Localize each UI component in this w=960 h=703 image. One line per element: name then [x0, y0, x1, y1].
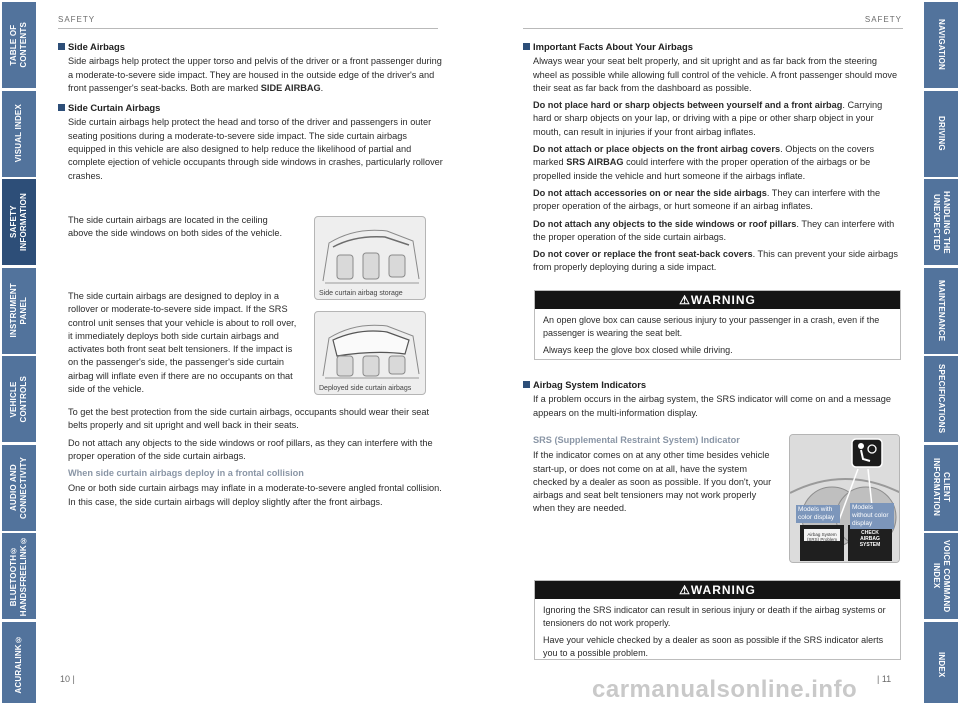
srs-indicator-illustration: [789, 434, 900, 563]
indicators-heading: Airbag System Indicators: [523, 378, 903, 391]
curtain-deployed-illustration: [314, 311, 426, 395]
facts-paragraph-5: Do not attach any objects to the side windows or roof pillars. They can interfere with the proper operation of the side curtain airbags.: [533, 218, 895, 242]
left-page-column: [58, 40, 446, 187]
facts-paragraph-2: Do not place hard or sharp objects between yourself and a front airbag. Carrying hard or sharp objects on your lap, or driving with a pipe or other sharp object in your mouth, can result in injuries if your front airbag inflates.: [533, 100, 883, 137]
tab-maintenance[interactable]: MAINTENANCE: [924, 268, 958, 354]
warning-banner: ⚠ WARNING: [535, 291, 900, 309]
watermark: carmanualsonline.info: [592, 676, 858, 703]
tab-vehicle-controls[interactable]: VEHICLE CONTROLS: [2, 356, 36, 442]
header-rule-right: [523, 28, 903, 29]
label-no-color-display: Models without color display: [850, 503, 894, 529]
side-airbags-paragraph: Side airbags help protect the upper torso and pelvis of the driver or a front passenger during a moderate-to-severe side impact. They are housed in the outside edge of the driver's and front passenger's seat-backs. Both are marked SIDE AIRBAG.: [68, 56, 442, 93]
best-protection-paragraph: To get the best protection from the side curtain airbags, occupants should wear their seat belts properly and sit upright and well back in their seats.: [68, 407, 430, 431]
tab-specifications[interactable]: SPECIFICATIONS: [924, 356, 958, 442]
warning-text: An open glove box can cause serious injury to your passenger in a crash, even if the passenger is wearing the seat belt.: [543, 315, 880, 338]
side-airbags-heading: Side Airbags: [58, 40, 446, 53]
running-header-left: SAFETY: [58, 15, 96, 24]
page-number-left: 10 |: [60, 674, 75, 684]
right-page-column: [523, 40, 903, 279]
srs-paragraph: If the indicator comes on at any other time besides vehicle start-up, or does not come on at all, have the system checked by a dealer as soon as possible. If you don't, your airbags and seat belt tensioners may not work properly when they are needed.: [533, 450, 772, 514]
side-curtain-paragraph: Side curtain airbags help protect the head and torso of the driver and passengers in outer seating positions during a moderate-to-severe side impact. The side curtain airbags equipped in this vehicle are also designed to help reduce the likelihood of partial and complete ejection of vehicle occupants through side windows in crashes, particularly rollover crashes.: [68, 117, 443, 181]
header-rule-left: [58, 28, 438, 29]
right-tab-strip: [924, 2, 958, 703]
warning-body: [535, 599, 900, 669]
warning-text: Have your vehicle checked by a dealer as soon as possible if the SRS indicator alerts you to a possible problem.: [543, 635, 884, 658]
located-paragraph: The side curtain airbags are located in the ceiling above the side windows on both sides of the vehicle.: [68, 215, 282, 239]
tab-navigation[interactable]: NAVIGATION: [924, 2, 958, 88]
car-interior-deployed-drawing: [315, 312, 426, 395]
label-color-display: Models with color display: [796, 505, 840, 523]
left-tab-strip: [2, 2, 36, 703]
curtain-storage-illustration: [314, 216, 426, 300]
tab-client-information[interactable]: CLIENT INFORMATION: [924, 445, 958, 531]
frontal-collision-paragraph: One or both side curtain airbags may inflate in a moderate-to-severe angled frontal collision. In this case, the side curtain airbags will deploy slightly after the front airbags.: [68, 483, 442, 507]
frontal-collision-subheading: When side curtain airbags deploy in a frontal collision: [68, 468, 304, 479]
no-attach-paragraph: Do not attach any objects to the side windows or roof pillars, as they can interfere with the proper operation of the side curtain airbags.: [68, 437, 433, 461]
warning-triangle-icon: ⚠: [679, 583, 691, 597]
color-display-message: Airbag System (SRS) Problem: [806, 532, 838, 542]
tab-bluetooth-handsfreelink[interactable]: BLUETOOTH® HANDSFREELINK®: [2, 533, 36, 619]
srs-indicator-warning: [534, 580, 901, 660]
mono-display-message: CHECK AIRBAG SYSTEM: [859, 530, 881, 548]
tab-audio-connectivity[interactable]: AUDIO AND CONNECTIVITY: [2, 445, 36, 531]
warning-text: Always keep the glove box closed while driving.: [543, 345, 733, 355]
warning-text: Ignoring the SRS indicator can result in serious injury or death if the airbag systems or tensioners do not work properly.: [543, 605, 886, 628]
deployed-figure-caption: Deployed side curtain airbags: [319, 385, 412, 392]
srs-subheading: SRS (Supplemental Restraint System) Indicator: [533, 435, 740, 445]
tab-table-of-contents[interactable]: TABLE OF CONTENTS: [2, 2, 36, 88]
tab-driving[interactable]: DRIVING: [924, 91, 958, 177]
tab-voice-command-index[interactable]: VOICE COMMAND INDEX: [924, 533, 958, 619]
indicators-paragraph: If a problem occurs in the airbag system, the SRS indicator will come on and a message appears on the multi-information display.: [533, 394, 891, 418]
running-header-right: SAFETY: [864, 15, 902, 24]
indicators-section: [523, 378, 903, 424]
warning-banner: ⚠ WARNING: [535, 581, 900, 599]
storage-figure-caption: Side curtain airbag storage: [319, 290, 403, 297]
left-page-lower: [68, 406, 446, 513]
tab-visual-index[interactable]: VISUAL INDEX: [2, 91, 36, 177]
facts-paragraph-3: Do not attach or place objects on the front airbag covers. Objects on the covers marked SRS AIRBAG could interfere with the proper operation of the airbags or be propelled inside the vehicle and hurt someone if the airbags inflate.: [533, 144, 875, 181]
tab-handling-unexpected[interactable]: HANDLING THE UNEXPECTED: [924, 179, 958, 265]
facts-paragraph-1: Always wear your seat belt properly, and sit upright and as far back from the steering wheel as possible while allowing full control of the vehicle. A front passenger should move their seat as far back from the dashboard as possible.: [533, 56, 898, 93]
glove-box-warning: [534, 290, 901, 360]
srs-section: [533, 430, 773, 520]
facts-paragraph-4: Do not attach accessories on or near the side airbags. They can interfere with the proper operation of the airbags, or hurt someone if an airbag inflates.: [533, 187, 881, 212]
page-number-right: | 11: [877, 674, 892, 684]
tab-acuralink[interactable]: ACURALINK®: [2, 622, 36, 703]
tab-safety-information[interactable]: SAFETY INFORMATION: [2, 179, 36, 265]
facts-paragraph-6: Do not cover or replace the front seat-back covers. This can prevent your side airbags from properly deploying during a side impact.: [533, 249, 898, 273]
warning-triangle-icon: ⚠: [679, 293, 691, 307]
important-facts-heading: Important Facts About Your Airbags: [523, 40, 903, 53]
warning-body: [535, 309, 900, 367]
tab-instrument-panel[interactable]: INSTRUMENT PANEL: [2, 268, 36, 354]
tab-index[interactable]: INDEX: [924, 622, 958, 703]
car-interior-storage-drawing: [315, 217, 426, 300]
designed-paragraph: The side curtain airbags are designed to deploy in a rollover or moderate-to-severe side impact. If the SRS control unit senses that your vehicle is about to roll over, it immediately deploys both side curtain airbags and activates both front seat belt tensioners. If the impact is on the passenger's side, the passenger's side curtain airbag will inflate even if there are no occupants on that side of the vehicle.: [68, 291, 297, 395]
side-curtain-airbags-heading: Side Curtain Airbags: [58, 101, 446, 114]
